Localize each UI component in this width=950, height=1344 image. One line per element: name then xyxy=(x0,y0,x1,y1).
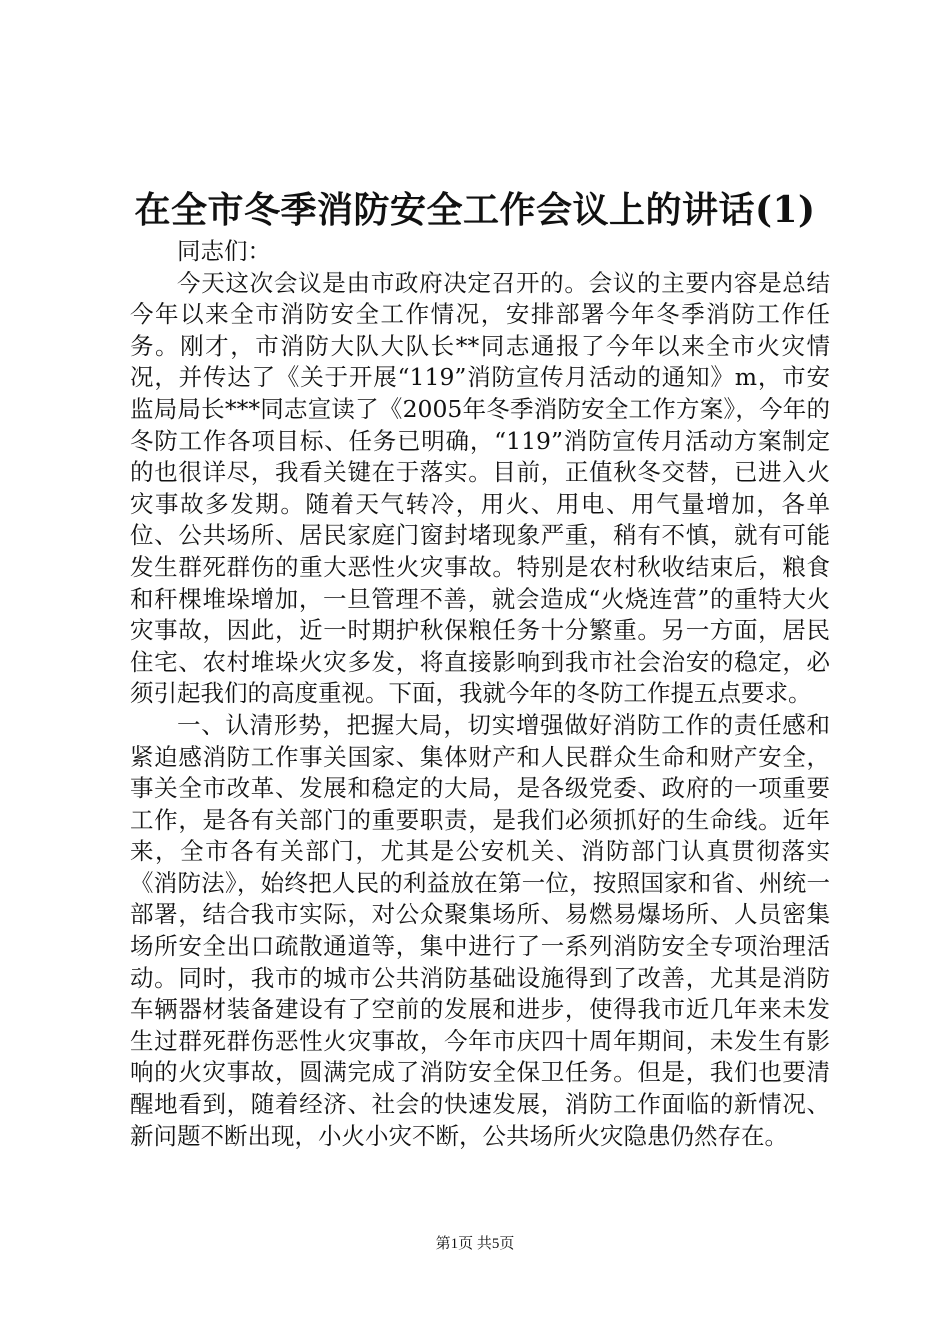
document-body xyxy=(130,236,830,1152)
paragraph: 一、认清形势，把握大局，切实增强做好消防工作的责任感和紧迫感消防工作事关国家、集体财产和人民群众生命和财产安全，事关全市改革、发展和稳定的大局，是各级党委、政府的一项重要工作，是各有关部门的重要职责，是我们必须抓好的生命线。近年来，全市各有关部门，尤其是公安机关、消防部门认真贯彻落实《消防法》，始终把人民的利益放在第一位，按照国家和省、州统一部署，结合我市实际，对公众聚集场所、易燃易爆场所、人员密集场所安全出口疏散通道等，集中进行了一系列消防安全专项治理活动。同时，我市的城市公共消防基础设施得到了改善，尤其是消防车辆器材装备建设有了空前的发展和进步，使得我市近几年来未发生过群死群伤恶性火灾事故，今年市庆四十周年期间，未发生有影响的火灾事故，圆满完成了消防安全保卫任务。但是，我们也要清醒地看到，随着经济、社会的快速发展，消防工作面临的新情况、新问题不断出现，小火小灾不断，公共场所火灾隐患仍然存在。 xyxy=(130,710,830,1150)
page-number: 第1页 共5页 xyxy=(435,1236,515,1252)
paragraph: 今天这次会议是由市政府决定召开的。会议的主要内容是总结今年以来全市消防安全工作情况，安排部署今年冬季消防工作任务。刚才，市消防大队大队长**同志通报了今年以来全市火灾情况，并传达了《关于开展“119”消防宣传月活动的通知》m，市安监局局长***同志宣读了《2005年冬季消防安全工作方案》，今年的冬防工作各项目标、任务已明确，“119”消防宣传月活动方案制定的也很详尽，我看关键在于落实。目前，正值秋冬交替，已进入火灾事故多发期。随着天气转冷，用火、用电、用气量增加，各单位、公共场所、居民家庭门窗封堵现象严重，稍有不慎，就有可能发生群死群伤的重大恶性火灾事故。特别是农村秋收结束后，粮食和秆棵堆垛增加，一旦管理不善，就会造成“火烧连营”的重特大火灾事故，因此，近一时期护秋保粮任务十分繁重。另一方面，居民住宅、农村堆垛火灾多发，将直接影响到我市社会治安的稳定，必须引起我们的高度重视。下面，我就今年的冬防工作提五点要求。 xyxy=(130,268,830,708)
salutation: 同志们： xyxy=(177,237,271,265)
document-title: 在全市冬季消防安全工作会议上的讲话(1) xyxy=(134,189,816,231)
